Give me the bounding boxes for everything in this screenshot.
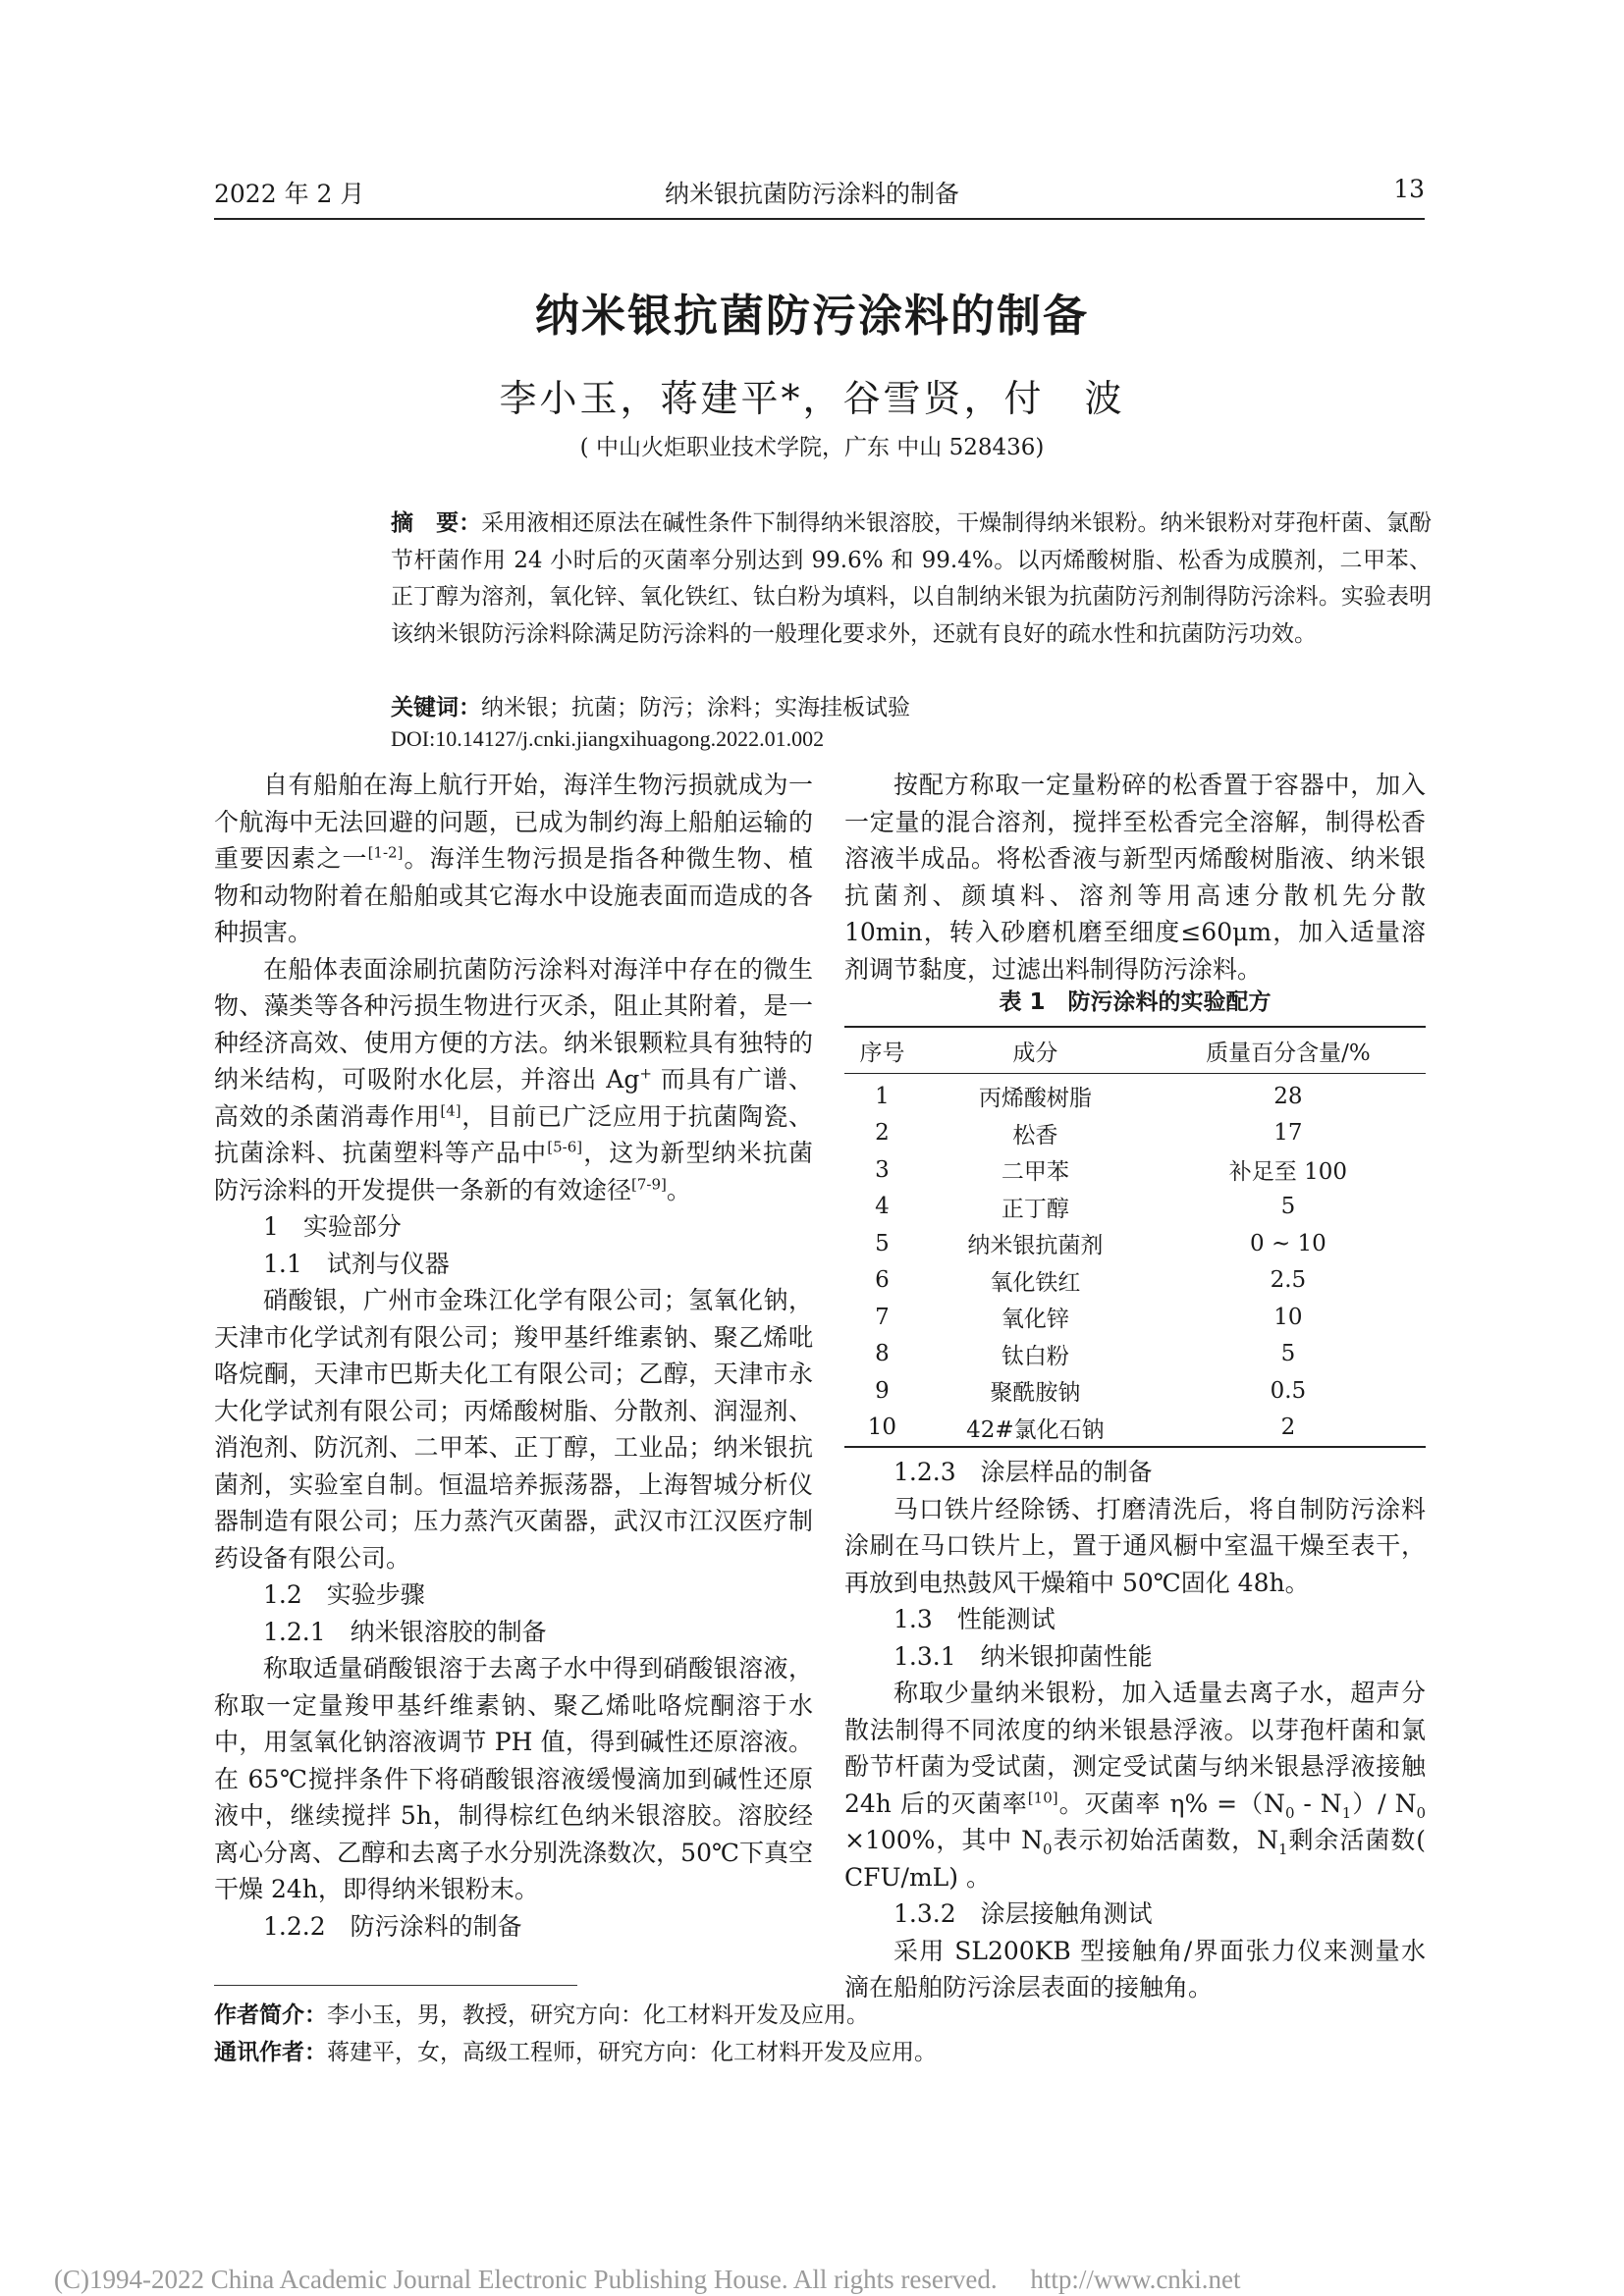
- contact-angle-paragraph: 采用 SL200KB 型接触角/界面张力仪来测量水滴在船舶防污涂层表面的接触角。: [844, 1936, 1426, 2002]
- table-cell: 28: [1273, 1083, 1303, 1109]
- table-row: [844, 1189, 1426, 1226]
- page-number: 13: [1393, 175, 1425, 203]
- subsubsection-heading: 1.2.3 涂层样品的制备: [893, 1458, 1153, 1486]
- table-row: [844, 1225, 1426, 1262]
- table-cell: 5: [1280, 1194, 1296, 1220]
- citation: [4]: [440, 1101, 461, 1120]
- subsubsection-heading: 1.2.1 纳米银溶胶的制备: [263, 1617, 547, 1646]
- table-cell: 7: [875, 1304, 890, 1330]
- abstract: [391, 506, 1432, 653]
- table-cell: 氧化锌: [1001, 1307, 1069, 1333]
- article-title: 纳米银抗菌防污涂料的制备: [534, 290, 1089, 342]
- formulation-table: [844, 1026, 1426, 1448]
- intro-paragraph-2: 在船体表面涂刷抗菌防污涂料对海洋中存在的微生物、藻类等各种污损生物进行灭杀，阻止其附着，是一种经济高效、使用方便的方法。纳米银颗粒具有独特的纳米结构，可吸附水化层，并溶出 Ag+ 而具有广谱、高效的杀菌消毒作用[4]，目前已广泛应用于抗菌陶瓷、抗菌涂料、抗菌塑料等产品中[5-6]，这为新型纳米抗菌防污涂料的开发提供一条新的有效途径[7-9]。: [214, 954, 813, 1204]
- table-cell: 42#氯化石钠: [966, 1416, 1105, 1443]
- affiliation: ( 中山火炬职业技术学院，广东 中山 528436): [579, 435, 1045, 460]
- table-cell: 17: [1273, 1120, 1303, 1147]
- header-date: 2022 年 2 月: [214, 180, 365, 208]
- table-row: [844, 1410, 1426, 1448]
- sol-prep-paragraph: 称取适量硝酸银溶于去离子水中得到硝酸银溶液，称取一定量羧甲基纤维素钠、聚乙烯吡咯烷酮溶于水中，用氢氧化钠溶液调节 PH 值，得到碱性还原溶液。在 65℃搅拌条件下将硝酸银溶液缓慢滴加到碱性还原液中，继续搅拌 5h，制得棕红色纳米银溶胶。溶胶经离心分离、乙醇和去离子水分别洗涤数次，50℃下真空干燥 24h，即得纳米银粉末。: [214, 1654, 813, 1903]
- table-cell: 纳米银抗菌剂: [967, 1233, 1104, 1259]
- subsubsection-heading: 1.2.2 防污涂料的制备: [263, 1911, 522, 1941]
- table-cell: 0 ~ 10: [1250, 1230, 1326, 1256]
- table-header-row: [844, 1027, 1426, 1074]
- table-cell: 聚酰胺钠: [990, 1380, 1081, 1407]
- bacteria-paragraph: 称取少量纳米银粉，加入适量去离子水，超声分散法制得不同浓度的纳米银悬浮液。以芽孢杆菌和氯酚节杆菌为受试菌，测定受试菌与纳米银悬浮液接触 24h 后的灭菌率[10]。灭菌率 $\eta\% =(N_0 - N_1)/$ $N_0 \times 100\%$，其中 $N_0$表示初始活菌数，$N_1$剩余活菌数( CFU/mL) 。: [844, 1679, 1426, 1892]
- keywords-text: 纳米银；抗菌；防污；涂料；实海挂板试验: [481, 695, 910, 721]
- header-rule: [214, 218, 1425, 220]
- subsubsection-heading: 1.3.1 纳米银抑菌性能: [893, 1641, 1153, 1671]
- ag-superscript: +: [639, 1064, 652, 1083]
- coating-prep-paragraph: 按配方称取一定量粉碎的松香置于容器中，加入一定量的混合溶剂，搅拌至松香完全溶解，制得松香溶液半成品。将松香液与新型丙烯酸树脂液、纳米银抗菌剂、颜填料、溶剂等用高速分散机先分散 10min，转入砂磨机磨至细度≤60μm，加入适量溶剂调节黏度，过滤出料制得防污涂料。: [844, 771, 1426, 984]
- table-cell: 1: [875, 1083, 890, 1109]
- table-row: [844, 1336, 1426, 1373]
- table-row: [844, 1299, 1426, 1336]
- subsection-heading: 1.2 实验步骤: [263, 1580, 425, 1609]
- table-cell: 10: [1273, 1304, 1303, 1330]
- copyright-notice: (C)1994-2022 China Academic Journal Electronic Publishing House. All rights reserved. http://www.cnki.net: [54, 2265, 1241, 2294]
- author-footnote: 作者简介：李小玉，男，教授，研究方向：化工材料开发及应用。: [214, 2002, 869, 2028]
- header-title: 纳米银抗菌防污涂料的制备: [664, 180, 959, 208]
- table-cell: 正丁醇: [1001, 1196, 1069, 1222]
- intro-paragraph-1: 自有船舶在海上航行开始，海洋生物污损就成为一个航海中无法回避的问题，已成为制约海上船舶运输的重要因素之一[1-2]。海洋生物污损是指各种微生物、植物和动物附着在船舶或其它海水中设施表面而造成的各种损害。: [214, 771, 813, 946]
- footnote-rule: [214, 1985, 577, 1986]
- table-caption: 表 1 防污涂料的实验配方: [999, 989, 1272, 1015]
- table-row: [844, 1262, 1426, 1300]
- table-cell: 二甲苯: [1001, 1159, 1069, 1186]
- section-heading: 1 实验部分: [263, 1212, 402, 1241]
- table-cell: 2: [875, 1120, 890, 1147]
- abstract-label: 摘 要：: [391, 510, 482, 536]
- table-row: [844, 1115, 1426, 1152]
- column-header: 质量百分含量/%: [1206, 1040, 1371, 1066]
- keywords-label: 关键词：: [391, 695, 481, 721]
- reagents-paragraph: 硝酸银，广州市金珠江化学有限公司；氢氧化钠，天津市化学试剂有限公司；羧甲基纤维素钠、聚乙烯吡咯烷酮，天津市巴斯夫化工有限公司；乙醇，天津市永大化学试剂有限公司；丙烯酸树脂、分散剂、润湿剂、消泡剂、防沉剂、二甲苯、正丁醇，工业品；纳米银抗菌剂，实验室自制。恒温培养振荡器，上海智城分析仪器制造有限公司；压力蒸汽灭菌器，武汉市江汉医疗制药设备有限公司。: [214, 1286, 813, 1573]
- table-cell: 5: [875, 1230, 890, 1256]
- table-cell: 3: [875, 1156, 890, 1183]
- column-header: 序号: [859, 1040, 905, 1066]
- subsection-heading: 1.1 试剂与仪器: [263, 1249, 450, 1278]
- table-cell: 4: [875, 1194, 890, 1220]
- citation: [5-6]: [547, 1138, 583, 1156]
- authors: 李小玉，蒋建平*，谷雪贤，付 波: [499, 377, 1125, 420]
- citation: [7-9]: [631, 1175, 667, 1194]
- table-row: [844, 1074, 1426, 1115]
- table-cell: 8: [875, 1341, 890, 1367]
- table-cell: 钛白粉: [1001, 1343, 1069, 1369]
- doi: DOI:10.14127/j.cnki.jiangxihuagong.2022.01.002: [391, 726, 825, 751]
- table-cell: 2: [1280, 1415, 1296, 1441]
- corresponding-footnote: 通讯作者：蒋建平，女，高级工程师，研究方向：化工材料开发及应用。: [214, 2040, 937, 2065]
- table-cell: 氧化铁红: [990, 1269, 1081, 1296]
- table-cell: 5: [1280, 1341, 1296, 1367]
- sample-prep-paragraph: 马口铁片经除锈、打磨清洗后，将自制防污涂料涂刷在马口铁片上，置于通风橱中室温干燥至表干，再放到电热鼓风干燥箱中 50℃固化 48h。: [844, 1494, 1426, 1597]
- citation: [1-2]: [367, 843, 404, 862]
- table-cell: 6: [875, 1267, 890, 1294]
- right-column-top: [844, 767, 1426, 988]
- abstract-text: 采用液相还原法在碱性条件下制得纳米银溶胶，干燥制得纳米银粉。纳米银粉对芽孢杆菌、氯酚节杆菌作用 24 小时后的灭菌率分别达到 99.6% 和 99.4%。以丙烯酸树脂、松香为成膜剂，二甲苯、正丁醇为溶剂，氧化锌、氧化铁红、钛白粉为填料，以自制纳米银为抗菌防污剂制得防污涂料。实验表明该纳米银防污涂料除满足防污涂料的一般理化要求外，还就有良好的疏水性和抗菌防污功效。: [391, 510, 1433, 647]
- keywords: [391, 690, 1432, 726]
- citation: [10]: [1027, 1789, 1058, 1807]
- subsection-heading: 1.3 性能测试: [893, 1605, 1056, 1633]
- table-row: [844, 1372, 1426, 1410]
- table-row: [844, 1151, 1426, 1189]
- table-cell: 10: [867, 1415, 897, 1441]
- table-cell: 补足至 100: [1228, 1159, 1348, 1186]
- table-cell: 0.5: [1270, 1377, 1307, 1404]
- column-header: 成分: [1012, 1040, 1058, 1066]
- table-cell: 9: [875, 1377, 890, 1404]
- right-column-bottom: [844, 1454, 1426, 2006]
- table-cell: 丙烯酸树脂: [978, 1086, 1092, 1112]
- subsubsection-heading: 1.3.2 涂层接触角测试: [893, 1899, 1153, 1928]
- table-cell: 2.5: [1270, 1267, 1307, 1294]
- table-cell: 松香: [1012, 1122, 1058, 1148]
- left-column: [214, 767, 813, 1945]
